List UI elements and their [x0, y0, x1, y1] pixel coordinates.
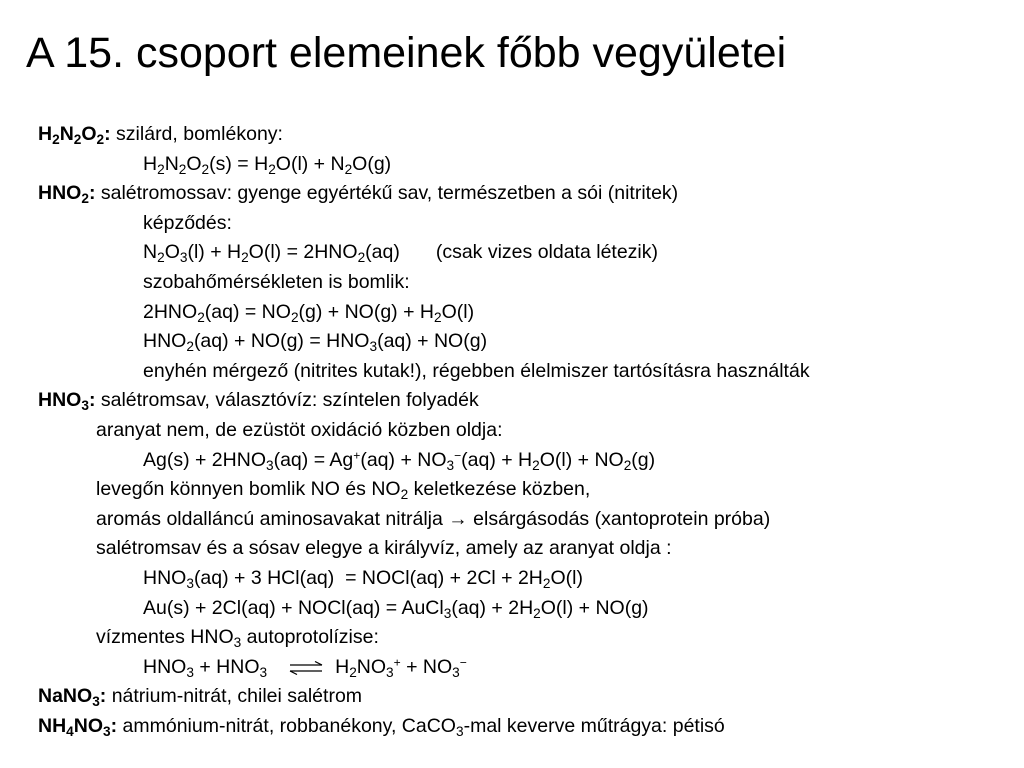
hno3-autoprotolysis-equation: $HNO_3 + HNO_3$ $H_2NO_3^+ + NO_3^-$ — [143, 655, 467, 680]
nano3-label: NaNO$_3$: — [38, 685, 107, 710]
hno2-aqueous-note: (csak vizes oldata létezik) — [435, 241, 659, 264]
nh4no3-description: ammónium-nitrát, robbanékony, CaCO$_3$-mal keverve műtrágya: pétisó — [117, 714, 725, 739]
hno2-decomposition-equation-2: $HNO_2(aq) + NO(g) = HNO_3(aq) + NO(g)$ — [143, 330, 488, 354]
hno2-formation-equation: $N_2O_3(l) + H_2O(l) = 2HNO_2(aq)$ (csak vizes oldata létezik) — [143, 241, 659, 266]
hno2-heading-line — [38, 179, 1024, 209]
h2n2o2-heading-line — [38, 120, 1024, 150]
hno3-decomposition-note: levegőn könnyen bomlik NO és $NO_2$ keletkezése közben, — [96, 478, 591, 502]
hno3-autoprotolysis-label: vízmentes $HNO_3$ autoprotolízise: — [96, 626, 379, 650]
nh4no3-label: $NH_4NO_3$: — [38, 714, 118, 739]
equilibrium-arrow-icon — [289, 661, 323, 675]
hno3-xanthoprotein-note: aromás oldalláncú aminosavakat nitrálja → elsárgásodás (xantoprotein próba) — [96, 507, 771, 530]
hno2-decomposition-equation-1: $2HNO_2(aq) = NO_2(g) + NO(g) + H_2O(l)$ — [143, 300, 475, 325]
hno3-silver-note: aranyat nem, de ezüstöt oxidáció közben oldja: — [96, 418, 503, 441]
h2n2o2-description: szilárd, bomlékony: — [110, 123, 283, 145]
nh4no3-line — [38, 712, 1024, 742]
hno3-description: salétromsav, választóvíz: színtelen folyadék — [95, 389, 479, 412]
hno2-formation-label: képződés: — [143, 211, 232, 234]
aqua-regia-equation-2: Au(s) + 2Cl(aq) + NOCl(aq) = AuCl$_3$(aq) + $2H_2O(l) + NO(g)$ — [143, 596, 649, 621]
page-title: A 15. csoport elemeinek főbb vegyületei — [26, 29, 787, 77]
nano3-line — [38, 682, 1024, 712]
hno2-decomposition-label: szobahőmérsékleten is bomlik: — [143, 270, 410, 293]
hno2-toxicity-note: enyhén mérgező (nitrites kutak!), régebben élelmiszer tartósításra használták — [143, 359, 810, 382]
aqua-regia-equation-1: $HNO_3(aq) + 3$ HCl(aq) = NOCl(aq) + $2Cl + 2H_2O(l)$ — [143, 566, 583, 591]
hno3-silver-equation: $Ag(s) + 2HNO_3(aq) = Ag^+(aq) + NO_3^-(aq) + H_2O(l) + NO_2(g)$ — [143, 447, 656, 473]
hno2-label: $HNO_2$: — [38, 182, 96, 206]
content-body — [38, 120, 1024, 741]
nano3-description: nátrium-nitrát, chilei salétrom — [106, 685, 363, 708]
h2n2o2-label: $H_2N_2O_2$: — [38, 123, 111, 147]
h2n2o2-decomposition-equation: $H_2N_2O_2(s) = H_2O(l) + N_2O(g)$ — [143, 152, 392, 177]
hno3-label: $HNO_3$: — [38, 389, 96, 414]
hno3-aqua-regia-note: salétromsav és a sósav elegye a királyvíz, amely az aranyat oldja : — [96, 537, 672, 560]
hno2-description: salétromossav: gyenge egyértékű sav, természetben a sói (nitritek) — [95, 182, 679, 205]
hno3-heading-line — [38, 386, 1024, 416]
